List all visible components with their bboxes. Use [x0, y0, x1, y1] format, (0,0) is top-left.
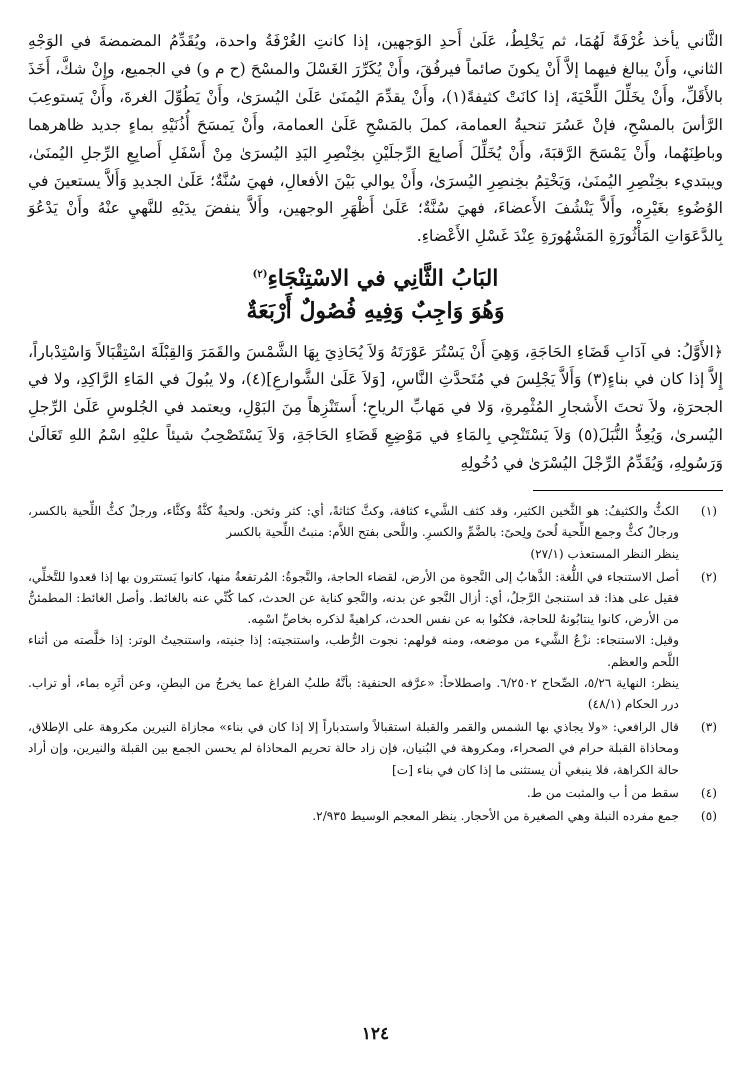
footnote-paragraph: الكثُّ والكثيفُ: هو الثَّخين الكثير، وقد كثف الشَّيء كثافة، وكثَّ كثاثةً، أي: كثر وثخن. ولحيةٌ كثَّةٌ وكثَّاء، ورجلٌ كثُّ اللِّحية بالكسر، ورجالٌ كثٌّ وجمع اللِّحية لُحىً ولِحىً: بالضَّمِّ والكسرِ. واللَّحى بفتح اللاَّم: منبتُ اللِّحية بالكسر	[28, 504, 679, 540]
chapter-title	[28, 259, 723, 294]
chapter-subtitle: وَهُوَ وَاجِبٌ وَفِيهِ فُصُولٌ أَرْبَعَةٌ	[246, 297, 505, 324]
chapter-title-footnote-marker: (٢)	[252, 269, 268, 281]
footnote-paragraph: ينظر النظر المستعذب (٢٧/١)	[530, 546, 679, 561]
page-number: ١٢٤	[361, 1024, 390, 1044]
chapter-heading	[28, 259, 723, 326]
footnote-text	[28, 806, 679, 827]
footnote-paragraph: جمع مفرده النبلة وهي الصغيرة من الأحجار. ينظر المعجم الوسيط ٢/٩٣٥.	[312, 808, 679, 823]
footnote-number: (٥)	[700, 808, 717, 823]
footnote-paragraph: قال الرافعي: «ولا يجاذي بها الشمس والقمر والقبلة استقبالاً واستدباراً إلا إذا كان في بناء» مجازاة النيرين مكروهة على الإطلاق، ومحاذاة القبلة حرام في الصحراء، ومكروهة في البُنيان، فإن زاد حالة تحريم المحاذاة لم يحسن الجمع بين القبلة والنيرين، وإن أراد حالة الكراهة، فلا ينبغي أن يستثنى ما إذا كان في بناء [ت]	[28, 720, 679, 777]
body-paragraph-1: الثَّاني يأخذ غُرْفَةً لَهُمَا، ثم يَخْلِطُ، عَلَىٰ أَحدِ الوَجهين، إذا كانتِ الغُرْفَةُ واحدة، ويُقَدِّمُ المضمضةَ في الوَجْهِ الثاني، وأَنْ يبالغ فيهما إلاَّ أَنْ يكونَ صائماً فيرفُقَ، وأَنْ يُكَرِّرَ الغَسْلَ والمسْحَ (ح م و) في الجميع، وإِنْ شكَّ، أَخَذَ بالأَقَلِّ، وأَنْ يخَلِّلَ اللِّحْيَةَ، إذا كانَتْ كثيفةً(١)، وأَنْ يقدِّمَ اليُمنَىٰ عَلَىٰ اليُسرَىٰ، وأَنْ يَطُوِّلَ الغرةَ، وأَنْ يَستوعِبَ الرَّأسَ بالمسْحِ، فإنْ عَسُرَ تنحيةُ العمامة، كملَ بالمَسْحِ عَلَىٰ العمامة، وأَنْ يَمسَحَ أُذُنَيْهِ بماءٍ جديد ظاهرهما وباطِنَهُما، وأَنْ يَمْسَحَ الرَّقبَةَ، وأَنْ يُخَلِّلَ أَصابِعَ الرِّجلَيْنِ بخِنْصِرِ اليَدِ اليُسرَىٰ مِنْ أَسْفَلِ أَصابِعِ الرِّجلِ اليُمنَىٰ، ويبتديء بخِنْصِرِ اليُمنَىٰ، وَيَخْتِمُ بخِنصِرِ اليُسرَىٰ، وأَنْ يوالي بَيْنَ الأفعالِ، فهيَ سُنَّةٌ؛ عَلَىٰ الجديدِ وَأَلاَّ يستعينَ في الوُضُوءِ بغَيْرِه، وأَلاَّ يَنْشُفَ الأَعضاءَ، فهيَ سُنَّةٌ؛ عَلَىٰ أَظْهَرِ الوجهين، وأَلاَّ ينفضَ يدَيْهِ للنَّهيِ عنْهُ وأَنْ يَدْعُوَ بِالدَّعَوَاتِ المَأْثُورَةِ المَشْهُورَةِ عِنْدَ غَسْلِ الأَعْضاءِ.	[28, 32, 723, 246]
footnote	[28, 567, 723, 715]
footnote	[28, 717, 723, 781]
footnote-text	[28, 717, 679, 781]
footnote	[28, 806, 723, 827]
body-paragraph-2: ﴿الأَوَّلُ: في آدَابِ قَضَاءِ الحَاجَةِ، وَهِيَ أَنْ يَسْتُرَ عَوْرَتَهُ وَلاَ يُحَاذِيَ بِهَا الشَّمْسَ والقَمَرَ وَالقِبْلَةَ اسْتِقْبَالاً وَاسْتِدْباراً، إِلاَّ إذا كان في بناءٍ(٣) وَأَلاَّ يَجْلِسَ في مُتَحدَّثِ النَّاسِ، [وَلاَ عَلَىٰ الشَّوارعِ](٤)، ولا يبُولَ في المَاءِ الرَّاكِدِ، ولا في الجحرَةِ، ولاَ تحتَ الأَشجارِ المُثْمِرةِ، وَلا في مَهابِّ الرياحِ؛ أَستَنْزِهاً مِنَ البَوْلِ، ويعتمد في الجُلوسِ عَلَىٰ الرِّجلِ اليُسرىٰ، وَيُعِدُّ النُّبَلَ(٥) وَلاَ يَسْتَنْجِي بِالمَاءِ في مَوْضِعِ قَضَاءِ الحَاجَةِ، وَلاَ يَسْتَصْحِبُ شيئاً عليْهِ اسْمُ اللهِ تَعَالَىٰ وَرَسُولِهِ، وَيُقَدِّمُ الرِّجْلَ اليُسْرَىٰ في دُخُولِهِ	[28, 342, 723, 473]
footnote-text	[28, 501, 679, 565]
footnote-paragraph: ينظر: النهاية ٥/٢٦، الصِّحاح ٦/٢٥٠٢. واصطلاحاً: «عرَّفه الحنفية: بأنَّهُ طلبُ الفراغ عما يخرجُ من البطنِ، وعن أثَرِه بماء، أو تراب. درر الحكام (٤٨/١)	[28, 675, 679, 711]
footnote-number: (٢)	[700, 569, 717, 584]
footnote-number: (٤)	[700, 785, 717, 800]
footnote-number: (٣)	[700, 720, 717, 735]
footnote-text	[28, 783, 679, 804]
footnote	[28, 783, 723, 804]
footnote-paragraph: وقيل: الاستنجاء: نزْعُ الشَّيء من موضعه، ومنه قولهم: نجوت الرُّطب، واستنجيته: إذا جنيته، واستنجيتُ الوتر: إذا خلَّصته من أثناء اللَّحم والعظم.	[28, 633, 679, 669]
page-body	[28, 28, 723, 829]
main-text	[28, 28, 723, 478]
chapter-title-text: البَابُ الثَّانِي في الاسْتِنْجَاءِ	[267, 265, 499, 292]
footnote-paragraph: أصل الاستنجاء في اللُّغة: الذَّهابُ إلى النَّجوة من الأرض، لقضاء الحاجة، والنَّجوةُ: المُرتفعةُ منها، كانوا يَستترون بها إذا قعدوا للتَّخلِّي، فقيل على هذا: قد استنجىٰ الرَّجلُ، أي: أزال النَّجو عن بدنه، والنَّجو كناية عن الحدث، كما كُنِّي عنه بالغائط. وأصل الغائط: المطمئنُّ من الأرض، كانوا ينتابُونهُ للحاجة، فكنُوا به عن نفس الحدث، كراهيةً لذكره بخاصِّ اسْمِه.	[28, 569, 679, 627]
footnote-paragraph: سقط من أ ب والمثبت من ط.	[526, 785, 679, 800]
footnotes	[28, 501, 723, 827]
footnote-text	[28, 567, 679, 715]
footnote	[28, 501, 723, 565]
footnote-separator	[533, 490, 723, 491]
footnote-number: (١)	[700, 504, 717, 519]
